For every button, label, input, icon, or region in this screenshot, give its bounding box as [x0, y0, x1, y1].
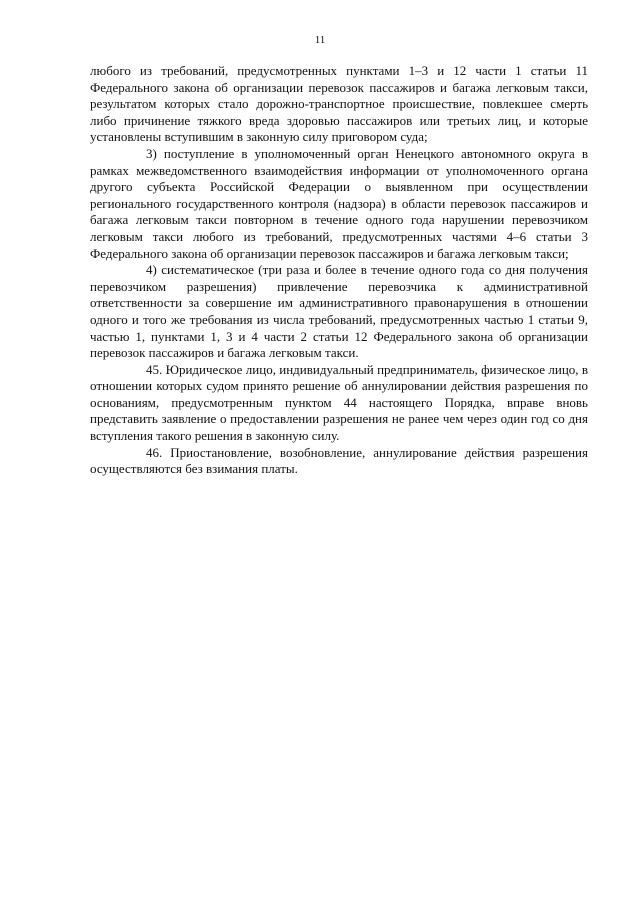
paragraph-item-4: 4) систематическое (три раза и более в течение одного года со дня получения перевозчиком разрешения) привлечение перевозчика к административной ответственности за совершение им административного правонарушения в отношении одного и того же требования из числа требований, предусмотренных частью 1 статьи 9, частью 1, пунктами 1, 3 и 4 части 2 статьи 12 Федерального закона об организации перевозок пассажиров и багажа легковым такси.	[90, 262, 588, 361]
paragraph-clause-45: 45. Юридическое лицо, индивидуальный предприниматель, физическое лицо, в отношении которых судом принято решение об аннулировании действия разрешения по основаниям, предусмотренным пунктом 44 настоящего Порядка, вправе вновь представить заявление о предоставлении разрешения не ранее чем через один год со дня вступления такого решения в законную силу.	[90, 361, 588, 444]
paragraph-continuation: любого из требований, предусмотренных пунктами 1–3 и 12 части 1 статьи 11 Федерального закона об организации перевозок пассажиров и багажа легковым такси, результатом которых стало дорожно-транспортное происшествие, повлекшее смерть либо причинение тяжкого вреда здоровью пассажиров или третьих лиц, и которые установлены вступившим в законную силу приговором суда;	[90, 63, 588, 145]
document-body	[90, 63, 588, 478]
page-number: 11	[314, 34, 326, 46]
paragraph-item-3: 3) поступление в уполномоченный орган Ненецкого автономного округа в рамках межведомственного взаимодействия информации от уполномоченного органа другого субъекта Российской Федерации о выявленном при осуществлении регионального государственного контроля (надзора) в области перевозок пассажиров и багажа легковым такси повторном в течение одного года нарушении перевозчиком легковым такси любого из требований, предусмотренных частями 4–6 статьи 3 Федерального закона об организации перевозок пассажиров и багажа легковым такси;	[90, 145, 588, 261]
paragraph-clause-46: 46. Приостановление, возобновление, аннулирование действия разрешения осуществляются без взимания платы.	[90, 444, 588, 477]
